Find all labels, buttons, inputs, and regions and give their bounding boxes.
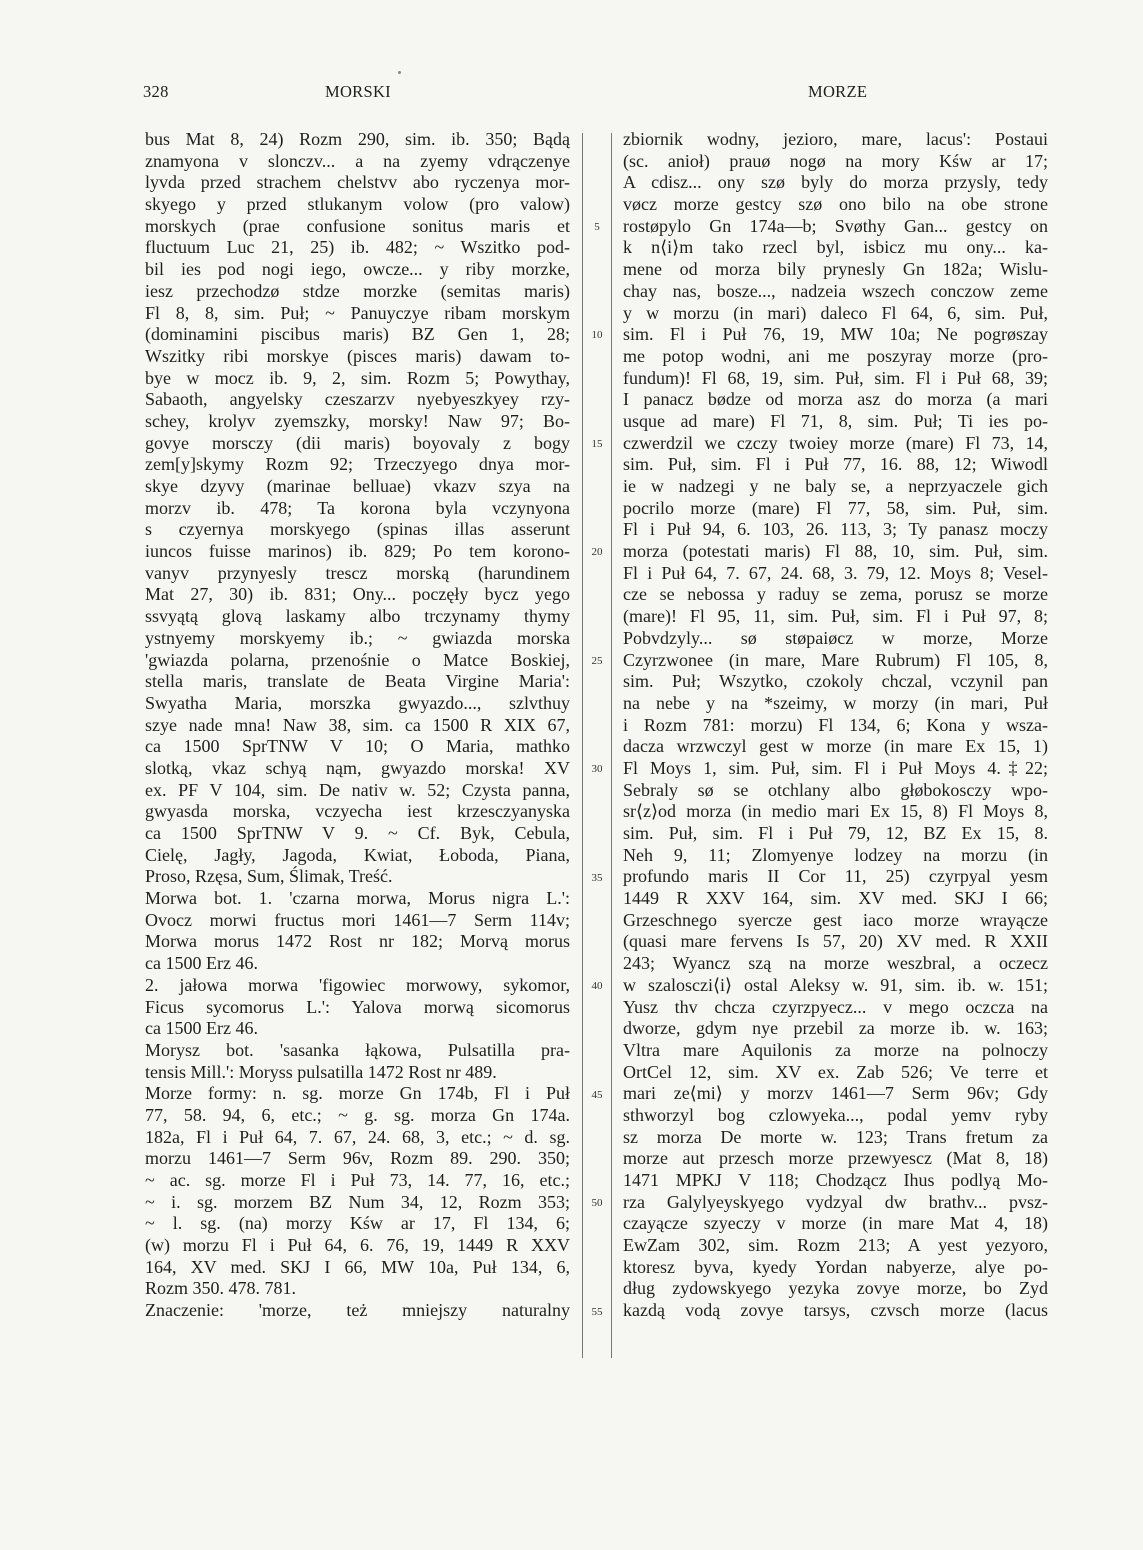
text-line: czwerdzil we czczy twoiey morze (mare) Fl 73, 14, bbox=[623, 432, 1048, 453]
text-line: ca 1500 SprTNW V 10; O Maria, mathko bbox=[145, 736, 570, 757]
text-line: usque ad mare) Fl 71, 8, sim. Puł; Ti ies po- bbox=[623, 410, 1048, 431]
text-line: Grzeschnego syercze gest iaco morze wrayącze bbox=[623, 909, 1048, 930]
text-line: Znaczenie: 'morze, też mniejszy naturalny bbox=[145, 1300, 570, 1321]
column-rule-right bbox=[611, 133, 612, 1358]
text-line: y w morzu (in mari) daleco Fl 64, 6, sim. Puł, bbox=[623, 302, 1048, 323]
text-line: Morysz bot. 'sasanka łąkowa, Pulsatilla pra- bbox=[145, 1039, 570, 1060]
line-number: 50 bbox=[591, 1197, 603, 1210]
text-line: fluctuum Luc 21, 25) ib. 482; ~ Wszitko pod- bbox=[145, 237, 570, 258]
text-line: I panacz bødze od morza asz do morza (a mari bbox=[623, 389, 1048, 410]
text-line: iesz przechodzø stdze morzke (semitas maris) bbox=[145, 280, 570, 301]
text-line: 1471 MPKJ V 118; Chodzącz Ihus podlyą Mo- bbox=[623, 1170, 1048, 1190]
text-line: Ovocz morwi fructus mori 1461—7 Serm 114v; bbox=[145, 909, 570, 930]
text-line: Sebraly sø se otchlany albo głøbokosczy wpo- bbox=[623, 779, 1048, 800]
text-line: 1449 R XXV 164, sim. XV med. SKJ I 66; bbox=[623, 888, 1048, 909]
left-running-head: MORSKI bbox=[325, 82, 391, 101]
text-line: (quasi mare fervens Is 57, 20) XV med. R XXII bbox=[623, 931, 1048, 952]
text-line: Sabaoth, angyelsky czeszarzv nyebyeszkyey rzy- bbox=[145, 389, 570, 410]
text-line: Mat 27, 30) ib. 831; Ony... poczęły bycz yego bbox=[145, 584, 570, 605]
text-line: 77, 58. 94, 6, etc.; ~ g. sg. morza Gn 174a. bbox=[145, 1104, 570, 1125]
text-line: s czyernya morskyego (spinas illas asserunt bbox=[145, 519, 570, 540]
text-line: slotką, vkaz schyą nąm, gwyazdo morska! XV bbox=[145, 757, 570, 778]
text-line: profundo maris II Cor 11, 25) czyrpyal yesm bbox=[623, 866, 1048, 887]
text-line: pocrilo morze (mare) Fl 77, 58, sim. Puł, sim. bbox=[623, 497, 1048, 518]
text-line: sim. Puł; Wszytko, czokoly chczal, vczynil pan bbox=[623, 671, 1048, 692]
text-line: A cdisz... ony szø byly do morza przysly, tedy bbox=[623, 172, 1048, 193]
text-line: OrtCel 12, sim. XV ex. Zab 526; Ve terre et bbox=[623, 1061, 1048, 1082]
text-line: Neh 9, 11; Zlomyenye lodzey na morzu (in bbox=[623, 844, 1048, 865]
text-line: skye dzyvy (marinae belluae) vkazv szya na bbox=[145, 476, 570, 496]
text-line: Fl i Puł 94, 6. 103, 26. 113, 3; Ty panasz moczy bbox=[623, 519, 1048, 540]
text-line: w szalosczi⟨i⟩ ostal Aleksy w. 91, sim. ib. w. 151; bbox=[623, 974, 1048, 995]
line-number: 30 bbox=[591, 763, 603, 776]
text-line: Morze formy: n. sg. morze Gn 174b, Fl i Puł bbox=[145, 1083, 570, 1104]
text-line: ktoresz byva, kyedy Yordan nabyerze, alye po- bbox=[623, 1256, 1048, 1277]
text-line: (w) morzu Fl i Puł 64, 6. 76, 19, 1449 R XXV bbox=[145, 1235, 570, 1256]
text-line: ystnyemy morskyemy ib.; ~ gwiazda morska bbox=[145, 627, 570, 648]
text-line: sim. Puł, sim. Fl i Puł 79, 12, BZ Ex 15, 8. bbox=[623, 823, 1048, 843]
text-line: tensis Mill.': Moryss pulsatilla 1472 Rost nr 489. bbox=[145, 1061, 497, 1082]
text-line: ex. PF V 104, sim. De nativ w. 52; Czysta panna, bbox=[145, 779, 570, 800]
text-line: schey, krolyv zyemszky, morsky! Naw 97; Bo- bbox=[145, 410, 570, 431]
text-line: Cielę, Jagły, Jagoda, Kwiat, Łoboda, Piana, bbox=[145, 844, 570, 865]
right-column bbox=[623, 129, 1048, 1322]
line-number: 55 bbox=[591, 1305, 603, 1318]
text-line: ca 1500 SprTNW V 9. ~ Cf. Byk, Cebula, bbox=[145, 823, 570, 843]
text-line: dług zydowskyego yezyka zovye morze, bo Zyd bbox=[623, 1278, 1048, 1299]
text-line: cze se nebossa y raduy se zema, porusz se morze bbox=[623, 584, 1048, 605]
text-line: Swyatha Maria, morszka gwyazdo..., szlvthuy bbox=[145, 692, 570, 713]
text-line: vanyv przynyesly trescz morską (harundinem bbox=[145, 562, 570, 583]
line-number: 15 bbox=[591, 437, 603, 450]
text-line: Ficus sycomorus L.': Yalova morwą sicomorus bbox=[145, 996, 570, 1017]
text-line: bil ies pod nogi iego, owcze... y riby morzke, bbox=[145, 259, 570, 280]
text-line: Fl Moys 1, sim. Puł, sim. Fl i Puł Moys 4.‡22; bbox=[623, 757, 1048, 778]
text-line: rza Galylyeyskyego vydzyal dw brathv... pvsz- bbox=[623, 1191, 1048, 1212]
text-line: czayącze szyeczy v morze (in mare Mat 4, 18) bbox=[623, 1213, 1048, 1234]
line-number: 20 bbox=[591, 546, 603, 559]
text-line: znamyona v slonczv... a na zyemy vdrączenye bbox=[145, 150, 570, 171]
text-line: ~ l. sg. (na) morzy Kśw ar 17, Fl 134, 6; bbox=[145, 1213, 570, 1234]
text-line: Yusz thv chcza czyrzpyecz... v mego oczcza na bbox=[623, 996, 1048, 1017]
text-line: stella maris, translate de Beata Virgine Maria': bbox=[145, 671, 570, 692]
text-line: dacza wrzwczyl gest w morze (in mare Ex 15, 1) bbox=[623, 736, 1048, 757]
text-line: 243; Wyancz szą na morze weszbral, a oczecz bbox=[623, 953, 1048, 974]
text-line: Vltra mare Aquilonis za morze na polnoczy bbox=[623, 1039, 1048, 1060]
text-line: sz morza De morte w. 123; Trans fretum za bbox=[623, 1126, 1048, 1147]
text-line: k n⟨i⟩m tako rzecl byl, isbicz mu ony... ka- bbox=[623, 237, 1048, 258]
text-line: (dominamini piscibus maris) BZ Gen 1, 28; bbox=[145, 324, 570, 345]
text-line: morzu 1461—7 Serm 96v, Rozm 89. 290. 350; bbox=[145, 1148, 570, 1169]
left-column bbox=[145, 129, 570, 1322]
text-line: me potop wodni, ani me poszyray morze (pro- bbox=[623, 345, 1048, 366]
text-line: chay nas, bosze..., nadzeia wszech conczow zeme bbox=[623, 280, 1048, 301]
text-line: kazdą vodą zovye tarsys, czvsch morze (lacus bbox=[623, 1300, 1048, 1321]
text-line: morzv ib. 478; Ta korona byla vczynyona bbox=[145, 497, 570, 518]
text-line: Morwa morus 1472 Rost nr 182; Morvą morus bbox=[145, 931, 570, 952]
line-number: 45 bbox=[591, 1088, 603, 1101]
text-line: 'gwiazda polarna, przenośnie o Matce Boskiej, bbox=[145, 649, 570, 670]
text-line: zbiornik wodny, jezioro, mare, lacus': Postaui bbox=[623, 129, 1048, 149]
text-line: skyego y przed stlukanym volow (pro valow) bbox=[145, 194, 570, 215]
line-number: 10 bbox=[591, 329, 603, 342]
text-line: na nebe y na *szeimy, w morzy (in mari, Puł bbox=[623, 692, 1048, 713]
text-line: iuncos fuisse marinos) ib. 829; Po tem korono- bbox=[145, 541, 570, 562]
text-line: mari ze⟨mi⟩ y morzv 1461—7 Serm 96v; Gdy bbox=[623, 1083, 1048, 1104]
text-line: Fl i Puł 64, 7. 67, 24. 68, 3. 79, 12. Moys 8; Vesel- bbox=[623, 562, 1048, 583]
text-line: lyvda przed strachem chelstvv abo ryczenya mor- bbox=[145, 172, 570, 193]
text-line: Wszitky ribi morskye (pisces maris) dawam to- bbox=[145, 345, 570, 366]
text-line: Fl 8, 8, sim. Puł; ~ Panuyczye ribam morskym bbox=[145, 302, 570, 323]
text-line: sim. Fl i Puł 76, 19, MW 10a; Ne pogrøszay bbox=[623, 324, 1048, 345]
text-line: EwZam 302, sim. Rozm 213; A yest yezyoro, bbox=[623, 1235, 1048, 1256]
text-line: ~ i. sg. morzem BZ Num 34, 12, Rozm 353; bbox=[145, 1191, 570, 1212]
text-line: rostøpylo Gn 174a—b; Svøthy Gan... gestcy on bbox=[623, 215, 1048, 236]
page-number: 328 bbox=[143, 82, 169, 101]
text-line: sr⟨z⟩od morza (in medio mari Ex 15, 8) Fl Moys 8, bbox=[623, 801, 1048, 822]
text-line: Pobvdzyly... sø støpaiøcz w morze, Morze bbox=[623, 627, 1048, 648]
text-line: i Rozm 781: morzu) Fl 134, 6; Kona y wsza- bbox=[623, 714, 1048, 735]
text-line: ssvyątą glovą laskamy albo trczynamy thymy bbox=[145, 606, 570, 627]
text-line: govye morsczy (dii maris) boyovaly z bogy bbox=[145, 432, 570, 453]
text-line: ~ ac. sg. morze Fl i Puł 73, 14. 77, 16, etc.; bbox=[145, 1170, 570, 1190]
text-line: sthworzyl bog czlowyeka..., podal yemv ryby bbox=[623, 1104, 1048, 1125]
text-line: Rozm 350. 478. 781. bbox=[145, 1278, 296, 1299]
text-line: ca 1500 Erz 46. bbox=[145, 1018, 258, 1039]
text-line: mene od morza bily prynesly Gn 182a; Wislu- bbox=[623, 259, 1048, 280]
text-line: sim. Puł, sim. Fl i Puł 77, 16. 88, 12; Wiwodl bbox=[623, 454, 1048, 475]
text-line: Morwa bot. 1. 'czarna morwa, Morus nigra L.': bbox=[145, 888, 570, 909]
line-number: 40 bbox=[591, 980, 603, 993]
text-line: Czyrzwonee (in mare, Mare Rubrum) Fl 105, 8, bbox=[623, 649, 1048, 670]
line-number: 35 bbox=[591, 871, 603, 884]
text-line: 164, XV med. SKJ I 66, MW 10a, Puł 134, 6, bbox=[145, 1256, 570, 1277]
text-line: fundum)! Fl 68, 19, sim. Puł, sim. Fl i Puł 68, 39; bbox=[623, 367, 1048, 388]
print-speck bbox=[398, 71, 401, 74]
column-rule-left bbox=[582, 133, 583, 1358]
text-line: 2. jałowa morwa 'figowiec morwowy, sykomor, bbox=[145, 974, 570, 995]
text-line: gwyasda morska, vczyecha iest krzesczyanyska bbox=[145, 801, 570, 822]
text-line: ie w nadzegi y ne baly se, a neprzyaczele gich bbox=[623, 476, 1048, 496]
text-line: morze aut przesch morze przewyescz (Mat 8, 18) bbox=[623, 1148, 1048, 1169]
text-line: zem[y]skymy Rozm 92; Trzeczyego dnya mor- bbox=[145, 454, 570, 475]
line-number: 5 bbox=[594, 220, 600, 233]
line-number: 25 bbox=[591, 654, 603, 667]
text-line: dworze, gdym nye przebil za morze ib. w. 163; bbox=[623, 1018, 1048, 1039]
text-line: Proso, Rzęsa, Sum, Ślimak, Treść. bbox=[145, 866, 393, 887]
text-line: bye w mocz ib. 9, 2, sim. Rozm 5; Powythay, bbox=[145, 367, 570, 388]
text-line: vøcz morze gestcy szø ono bilo na obe strone bbox=[623, 194, 1048, 215]
text-line: 182a, Fl i Puł 64, 7. 67, 24. 68, 3, etc.; ~ d. sg. bbox=[145, 1126, 570, 1147]
text-line: (mare)! Fl 95, 11, sim. Puł, sim. Fl i Puł 97, 8; bbox=[623, 606, 1048, 627]
text-line: szye nade mna! Naw 38, sim. ca 1500 R XIX 67, bbox=[145, 714, 570, 735]
text-line: bus Mat 8, 24) Rozm 290, sim. ib. 350; Bądą bbox=[145, 129, 570, 149]
right-running-head: MORZE bbox=[808, 82, 868, 101]
text-line: morza (potestati maris) Fl 88, 10, sim. Puł, sim. bbox=[623, 541, 1048, 562]
text-line: ca 1500 Erz 46. bbox=[145, 953, 258, 974]
text-line: (sc. anioł) prauø nogø na mory Kśw ar 17; bbox=[623, 150, 1048, 171]
text-line: morskych (prae confusione sonitus maris et bbox=[145, 215, 570, 236]
